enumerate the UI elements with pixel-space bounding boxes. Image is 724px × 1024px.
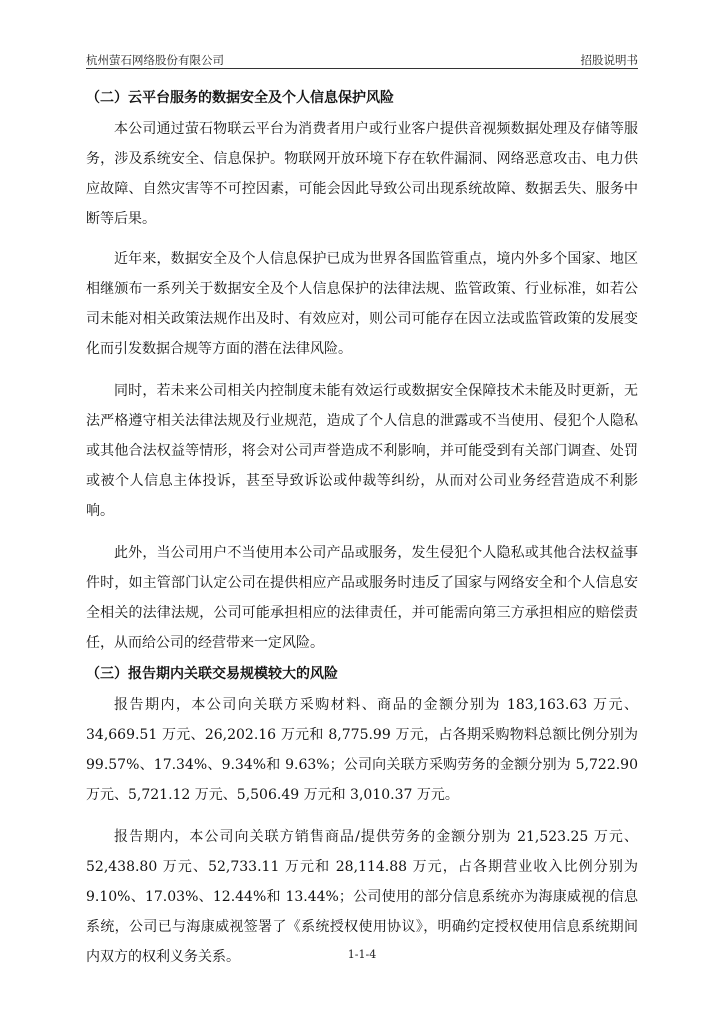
paragraph-related-sales: 报告期内，本公司向关联方销售商品/提供劳务的金额分别为 21,523.25 万元、52,438.80 万元、52,733.11 万元和 28,114.88 万元，占各期营业收入比例分别为 9.10%、17.03%、12.44%和 13.44%；公司使用的部分信息系统亦为海康威视的信息系统，公司已与海康威视签署了《系统授权使用协议》，明确约定授权使用信息系统期间内双方的权利义务关系。 <box>86 829 638 965</box>
page-number: 1-1-4 <box>347 948 377 961</box>
header-document-type: 招股说明书 <box>580 53 638 67</box>
paragraph-internal-control: 同时，若未来公司相关内控制度未能有效运行或数据安全保障技术未能及时更新，无法严格遵守相关法律法规及行业规范，造成了个人信息的泄露或不当使用、侵犯个人隐私或其他合法权益等情形，将会对公司声誉造成不利影响，并可能受到有关部门调查、处罚或被个人信息主体投诉，甚至导致诉讼或仲裁等纠纷，从而对公司业务经营造成不利影响。 <box>86 383 638 519</box>
section-title-related-party: （三）报告期内关联交易规模较大的风险 <box>86 666 338 682</box>
paragraph-related-purchases: 报告期内，本公司向关联方采购材料、商品的金额分别为 183,163.63 万元、34,669.51 万元、26,202.16 万元和 8,775.99 万元，占各期采购物料总额比例分别为99.57%、17.34%、9.34%和 9.63%；公司向关联方采购劳务的金额分别为 5,722.90 万元、5,721.12 万元、5,506.49 万元和 3,010.37 万元。 <box>86 697 638 803</box>
paragraph-cloud-platform: 本公司通过萤石物联云平台为消费者用户或行业客户提供音视频数据处理及存储等服务，涉及系统安全、信息保护。物联网开放环境下存在软件漏洞、网络恶意攻击、电力供应故障、自然灾害等不可控因素，可能会因此导致公司出现系统故障、数据丢失、服务中断等后果。 <box>86 121 638 227</box>
header-company-name: 杭州萤石网络股份有限公司 <box>86 53 224 67</box>
section-title-data-security: （二）云平台服务的数据安全及个人信息保护风险 <box>86 90 394 106</box>
document-body <box>86 88 638 972</box>
header-divider <box>86 68 638 69</box>
paragraph-user-misuse: 此外，当公司用户不当使用本公司产品或服务，发生侵犯个人隐私或其他合法权益事件时，如主管部门认定公司在提供相应产品或服务时违反了国家与网络安全和个人信息安全相关的法律法规，公司可能承担相应的法律责任，并可能需向第三方承担相应的赔偿责任，从而给公司的经营带来一定风险。 <box>86 545 638 651</box>
paragraph-regulation: 近年来，数据安全及个人信息保护已成为世界各国监管重点，境内外多个国家、地区相继颁布一系列关于数据安全及个人信息保护的法律法规、监管政策、行业标准，如若公司未能对相关政策法规作出及时、有效应对，则公司可能存在因立法或监管政策的发展变化而引发数据合规等方面的潜在法律风险。 <box>86 251 638 357</box>
